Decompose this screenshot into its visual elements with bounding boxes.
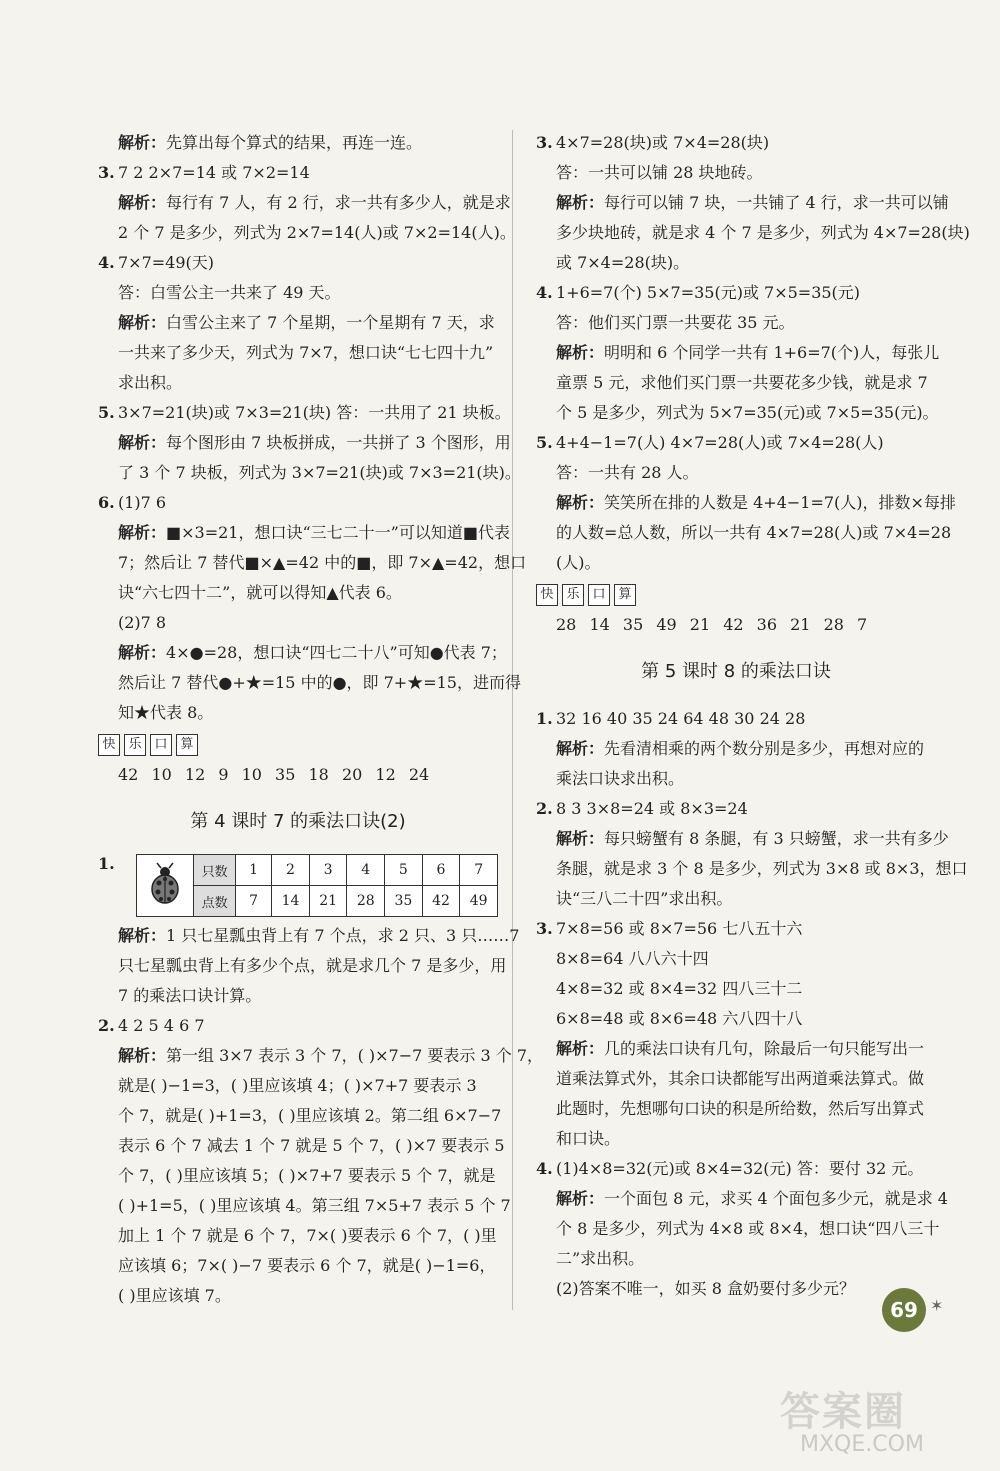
answer-line bbox=[98, 488, 498, 518]
page-number: 69 bbox=[882, 1288, 926, 1332]
answer-text: 答：一共有 28 人。 bbox=[556, 463, 699, 482]
answer-text: 就是( )−1=3，( )里应该填 4；( )×7+7 要表示 3 bbox=[118, 1076, 477, 1095]
question-number: 2. bbox=[98, 1016, 115, 1035]
question-number: 5. bbox=[536, 433, 553, 452]
question-number: 3. bbox=[536, 133, 553, 152]
star-icon: ✶ bbox=[930, 1296, 944, 1315]
answer-text: 4×8=32 或 8×4=32 四八三十二 bbox=[556, 979, 803, 998]
answer-line bbox=[98, 308, 498, 338]
answer-text: ■×3=21，想口诀“三七二十一”可以知道■代表 bbox=[166, 523, 510, 542]
quick-calc-label bbox=[98, 734, 498, 756]
answer-text: ( )里应该填 7。 bbox=[118, 1286, 231, 1305]
answer-text: (2)答案不唯一，如买 8 盒奶要付多少元？ bbox=[556, 1279, 856, 1298]
section-title: 第 4 课时 7 的乘法口诀(2) bbox=[190, 811, 406, 832]
answer-line bbox=[98, 981, 498, 1011]
quick-calc-char: 算 bbox=[176, 734, 198, 756]
answer-line bbox=[98, 398, 511, 428]
answer-line bbox=[98, 248, 498, 278]
ladybug-table-block bbox=[98, 854, 498, 917]
answer-line bbox=[536, 428, 936, 458]
answer-text: 多少块地砖，就是求 4 个 7 是多少，列式为 4×7=28(块) bbox=[556, 223, 970, 242]
answer-text: 4×7=28(块)或 7×4=28(块) bbox=[556, 133, 770, 152]
analysis-tag: 解析： bbox=[118, 193, 167, 212]
answer-text: 几的乘法口诀有几句，除最后一句只能写出一 bbox=[604, 1039, 925, 1058]
answer-text: 诀“三八二十四”求出积。 bbox=[556, 889, 733, 908]
answer-line bbox=[98, 1071, 498, 1101]
ladybug-dots-table bbox=[136, 854, 498, 917]
answer-line bbox=[536, 158, 936, 188]
answer-line bbox=[98, 188, 511, 218]
answer-text: 4 2 5 4 6 7 bbox=[118, 1016, 205, 1035]
answer-text: 知★代表 8。 bbox=[118, 703, 214, 722]
analysis-tag: 解析： bbox=[556, 343, 605, 362]
answer-text: 3×7=21(块)或 7×3=21(块) 答：一共用了 21 块板。 bbox=[118, 403, 511, 422]
answer-text: 32 16 40 35 24 64 48 30 24 28 bbox=[556, 709, 806, 728]
answer-line bbox=[536, 1274, 936, 1304]
analysis-tag: 解析： bbox=[118, 133, 167, 152]
question-number: 4. bbox=[98, 253, 115, 272]
table-cell: 4 bbox=[347, 855, 385, 886]
answer-text: 表示 6 个 7 减去 1 个 7 就是 5 个 7，( )×7 要表示 5 bbox=[118, 1136, 505, 1155]
answer-text: 2 个 7 是多少，列式为 2×7=14(人)或 7×2=14(人)。 bbox=[118, 223, 516, 242]
answer-line bbox=[536, 824, 949, 854]
answer-text: 个 5 是多少，列式为 5×7=35(元)或 7×5=35(元)。 bbox=[556, 403, 939, 422]
answer-line bbox=[536, 1034, 936, 1064]
answer-text: 答：他们买门票一共要花 35 元。 bbox=[556, 313, 795, 332]
question-number: 6. bbox=[98, 493, 115, 512]
answer-line bbox=[98, 1191, 511, 1221]
table-cell: 42 bbox=[422, 886, 460, 917]
analysis-tag: 解析： bbox=[556, 1189, 605, 1208]
answer-line bbox=[536, 308, 936, 338]
question-number: 5. bbox=[98, 403, 115, 422]
answer-text: 和口诀。 bbox=[556, 1129, 621, 1148]
answer-text: 一个面包 8 元，求买 4 个面包多少元，就是求 4 bbox=[604, 1189, 948, 1208]
answer-line bbox=[536, 458, 936, 488]
answer-line bbox=[536, 248, 936, 278]
answer-text: (1)4×8=32(元)或 8×4=32(元) 答：要付 32 元。 bbox=[556, 1159, 924, 1178]
answer-text: 4×●=28，想口诀“四七二十八”可知●代表 7； bbox=[166, 643, 507, 662]
answer-line bbox=[536, 734, 936, 764]
answer-text: 7 的乘法口诀计算。 bbox=[118, 986, 262, 1005]
answer-text: 先看清相乘的两个数分别是多少，再想对应的 bbox=[604, 739, 925, 758]
quick-calc-answers: 28 14 35 49 21 42 36 21 28 7 bbox=[556, 615, 868, 634]
answer-text: 一共来了多少天，列式为 7×7，想口诀“七七四十九” bbox=[118, 343, 494, 362]
quick-calc-char: 快 bbox=[536, 584, 558, 606]
analysis-tag: 解析： bbox=[556, 829, 605, 848]
answer-line bbox=[98, 1281, 498, 1311]
answer-line bbox=[536, 884, 936, 914]
answer-line bbox=[98, 218, 516, 248]
answer-text: 个 7，就是( )+1=3，( )里应该填 2。第二组 6×7−7 bbox=[118, 1106, 502, 1125]
answer-line bbox=[536, 704, 936, 734]
answer-line bbox=[98, 578, 498, 608]
section-title: 第 5 课时 8 的乘法口诀 bbox=[641, 661, 831, 682]
answer-line bbox=[98, 278, 498, 308]
answer-line bbox=[536, 1094, 936, 1124]
answer-text: 笑笑所在排的人数是 4+4−1=7(人)，排数×每排 bbox=[604, 493, 956, 512]
analysis-tag: 解析： bbox=[118, 523, 167, 542]
answer-text: 7 2 2×7=14 或 7×2=14 bbox=[118, 163, 310, 182]
answer-line bbox=[98, 951, 507, 981]
table-head-dots: 点数 bbox=[194, 886, 236, 917]
table-cell: 49 bbox=[460, 886, 498, 917]
answer-line bbox=[536, 1064, 936, 1094]
answer-text: 求出积。 bbox=[118, 373, 183, 392]
answer-line bbox=[536, 488, 956, 518]
answer-text: (人)。 bbox=[556, 553, 601, 572]
answer-text: 7；然后让 7 替代■×▲=42 中的■，即 7×▲=42，想口 bbox=[118, 553, 527, 572]
quick-calc-char: 口 bbox=[150, 734, 172, 756]
answer-line bbox=[98, 1101, 502, 1131]
analysis-tag: 解析： bbox=[118, 926, 167, 945]
answer-line bbox=[536, 974, 936, 1004]
answer-line bbox=[98, 1221, 498, 1251]
answer-line bbox=[98, 1161, 498, 1191]
answer-text: ( )+1=5，( )里应该填 4。第三组 7×5+7 表示 5 个 7 bbox=[118, 1196, 511, 1215]
table-cell: 7 bbox=[460, 855, 498, 886]
answer-text: 每行可以铺 7 块，一共铺了 4 行，求一共可以铺 bbox=[604, 193, 949, 212]
question-number: 3. bbox=[536, 919, 553, 938]
answer-text: 6×8=48 或 8×6=48 六八四十八 bbox=[556, 1009, 803, 1028]
answer-text: 应该填 6；7×( )−7 要表示 6 个 7，就是( )−1=6， bbox=[118, 1256, 496, 1275]
answer-line bbox=[98, 1251, 498, 1281]
answer-line bbox=[98, 428, 511, 458]
quick-calc-answers: 42 10 12 9 10 35 18 20 12 24 bbox=[118, 765, 430, 784]
answer-line bbox=[536, 1124, 936, 1154]
answer-line bbox=[98, 458, 521, 488]
answer-line bbox=[536, 1244, 936, 1274]
right-answers-part-b bbox=[536, 704, 968, 1304]
answer-text: 答：一共可以铺 28 块地砖。 bbox=[556, 163, 763, 182]
answer-line bbox=[98, 548, 527, 578]
answer-text: 8 3 3×8=24 或 8×3=24 bbox=[556, 799, 748, 818]
answer-text: 4+4−1=7(人) 4×7=28(人)或 7×4=28(人) bbox=[556, 433, 884, 452]
answer-text: 加上 1 个 7 就是 6 个 7，7×( )要表示 6 个 7，( )里 bbox=[118, 1226, 497, 1245]
answer-line bbox=[536, 1154, 936, 1184]
answer-line bbox=[536, 188, 949, 218]
answer-line bbox=[536, 278, 936, 308]
answer-text: 8×8=64 八八六十四 bbox=[556, 949, 709, 968]
answer-text: 7×8=56 或 8×7=56 七八五十六 bbox=[556, 919, 803, 938]
ladybug-image bbox=[137, 855, 194, 917]
question-number: 3. bbox=[98, 163, 115, 182]
answer-text: 个 7，( )里应该填 5；( )×7+7 要表示 5 个 7，就是 bbox=[118, 1166, 496, 1185]
answer-text: 然后让 7 替代●+★=15 中的●，即 7+★=15，进而得 bbox=[118, 673, 521, 692]
answer-line bbox=[536, 1184, 948, 1214]
table-cell: 1 bbox=[236, 855, 272, 886]
table-head-count: 只数 bbox=[194, 855, 236, 886]
answer-text: 诀“六七四十二”，就可以得知▲代表 6。 bbox=[118, 583, 402, 602]
analysis-tag: 解析： bbox=[118, 313, 167, 332]
table-cell: 3 bbox=[309, 855, 347, 886]
left-column bbox=[98, 128, 544, 1311]
answer-line bbox=[536, 338, 940, 368]
answer-line bbox=[98, 638, 507, 668]
answer-line bbox=[98, 608, 498, 638]
answer-text: 或 7×4=28(块)。 bbox=[556, 253, 690, 272]
answer-text: 白雪公主来了 7 个星期，一个星期有 7 天，求 bbox=[166, 313, 495, 332]
analysis-tag: 解析： bbox=[118, 643, 167, 662]
answer-line bbox=[536, 914, 936, 944]
analysis-tag: 解析： bbox=[556, 1039, 605, 1058]
answer-text: 每个图形由 7 块板拼成，一共拼了 3 个图形，用 bbox=[166, 433, 511, 452]
analysis-tag: 解析： bbox=[556, 193, 605, 212]
answer-text: 个 8 是多少，列式为 4×8 或 8×4，想口诀“四八三十 bbox=[556, 1219, 940, 1238]
ladybug-icon bbox=[148, 862, 182, 906]
answer-line bbox=[536, 368, 936, 398]
table-cell: 5 bbox=[385, 855, 423, 886]
answer-line bbox=[536, 944, 936, 974]
answer-text: 条腿，就是求 3 个 8 是多少，列式为 3×8 或 8×3，想口 bbox=[556, 859, 968, 878]
answer-line bbox=[536, 1004, 936, 1034]
answer-line bbox=[536, 764, 936, 794]
answer-text: 了 3 个 7 块板，列式为 3×7=21(块)或 7×3=21(块)。 bbox=[118, 463, 521, 482]
answer-text: 童票 5 元，求他们买门票一共要花多少钱，就是求 7 bbox=[556, 373, 928, 392]
answer-line bbox=[98, 518, 510, 548]
analysis-tag: 解析： bbox=[118, 1046, 167, 1065]
answer-text: 的人数=总人数，所以一共有 4×7=28(人)或 7×4=28 bbox=[556, 523, 952, 542]
answer-line bbox=[536, 398, 939, 428]
answer-text: 7×7=49(天) bbox=[118, 253, 215, 272]
question-number: 1. bbox=[536, 709, 553, 728]
answer-text: 乘法口诀求出积。 bbox=[556, 769, 685, 788]
answer-line bbox=[98, 921, 520, 951]
answer-text: (1)7 6 bbox=[118, 493, 167, 512]
answer-line bbox=[98, 338, 498, 368]
answer-line bbox=[98, 698, 498, 728]
table-cell: 14 bbox=[272, 886, 310, 917]
watermark-logo: 答案圈 bbox=[780, 1389, 906, 1435]
quick-calc-char: 算 bbox=[614, 584, 636, 606]
answer-text: 道乘法算式外，其余口诀都能写出两道乘法算式。做 bbox=[556, 1069, 925, 1088]
column-divider bbox=[512, 130, 513, 1310]
answer-text: 每行有 7 人，有 2 行，求一共有多少人，就是求 bbox=[166, 193, 511, 212]
answer-text: 1+6=7(个) 5×7=35(元)或 7×5=35(元) bbox=[556, 283, 861, 302]
answer-line bbox=[98, 368, 498, 398]
question-number: 4. bbox=[536, 283, 553, 302]
answer-text: 只七星瓢虫背上有多少个点，就是求几个 7 是多少，用 bbox=[118, 956, 507, 975]
left-answers-part-a bbox=[98, 128, 527, 728]
answer-text: 1 只七星瓢虫背上有 7 个点，求 2 只、3 只……7 bbox=[166, 926, 520, 945]
question-number: 2. bbox=[536, 799, 553, 818]
answer-line bbox=[98, 1041, 544, 1071]
right-answers-part-a bbox=[536, 128, 970, 578]
answer-line bbox=[536, 218, 970, 248]
answer-line bbox=[536, 518, 952, 548]
answer-text: 答：白雪公主一共来了 49 天。 bbox=[118, 283, 341, 302]
answer-line bbox=[98, 668, 521, 698]
analysis-tag: 解析： bbox=[556, 493, 605, 512]
answer-line bbox=[98, 128, 498, 158]
answer-line bbox=[98, 158, 498, 188]
table-cell: 7 bbox=[236, 886, 272, 917]
quick-calc-char: 快 bbox=[98, 734, 120, 756]
answer-line bbox=[536, 1214, 940, 1244]
quick-calc-label bbox=[536, 584, 936, 606]
quick-calc-char: 乐 bbox=[124, 734, 146, 756]
answer-text: 先算出每个算式的结果，再连一连。 bbox=[166, 133, 423, 152]
quick-calc-char: 口 bbox=[588, 584, 610, 606]
answer-line bbox=[98, 1131, 505, 1161]
left-answers-part-b bbox=[98, 921, 544, 1311]
table-cell: 21 bbox=[309, 886, 347, 917]
table-cell: 2 bbox=[272, 855, 310, 886]
question-number: 4. bbox=[536, 1159, 553, 1178]
answer-text: 明明和 6 个同学一共有 1+6=7(个)人，每张儿 bbox=[604, 343, 940, 362]
answer-line bbox=[98, 1011, 498, 1041]
answer-text: 第一组 3×7 表示 3 个 7，( )×7−7 要表示 3 个 7， bbox=[166, 1046, 544, 1065]
right-column bbox=[536, 128, 970, 1304]
table-cell: 6 bbox=[422, 855, 460, 886]
answer-line bbox=[536, 548, 936, 578]
table-cell: 35 bbox=[385, 886, 423, 917]
answer-text: 每只螃蟹有 8 条腿，有 3 只螃蟹，求一共有多少 bbox=[604, 829, 949, 848]
quick-calc-char: 乐 bbox=[562, 584, 584, 606]
answer-text: 二”求出积。 bbox=[556, 1249, 645, 1268]
answer-line bbox=[536, 794, 936, 824]
watermark-url: MXQE.COM bbox=[800, 1432, 924, 1457]
table-cell: 28 bbox=[347, 886, 385, 917]
answer-line bbox=[536, 128, 936, 158]
analysis-tag: 解析： bbox=[118, 433, 167, 452]
question-number: 1. bbox=[98, 854, 115, 873]
answer-text: 此题时，先想哪句口诀的积是所给数，然后写出算式 bbox=[556, 1099, 925, 1118]
analysis-tag: 解析： bbox=[556, 739, 605, 758]
answer-line bbox=[536, 854, 968, 884]
answer-text: (2)7 8 bbox=[118, 613, 167, 632]
